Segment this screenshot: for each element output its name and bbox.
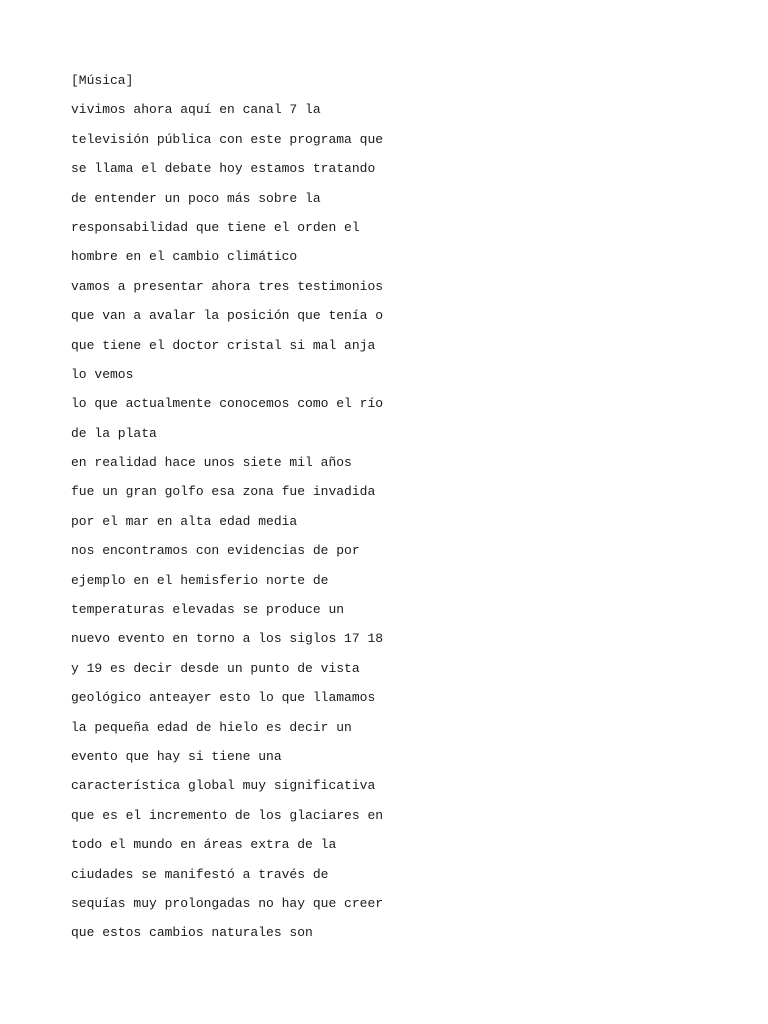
transcript-text [71, 66, 383, 948]
transcript-line: vivimos ahora aquí en canal 7 la [71, 102, 321, 118]
transcript-line: se llama el debate hoy estamos tratando [71, 161, 376, 177]
transcript-line: de entender un poco más sobre la [71, 190, 321, 206]
transcript-line: en realidad hace unos siete mil años [71, 455, 352, 471]
transcript-line: por el mar en alta edad media [71, 513, 298, 529]
transcript-line: todo el mundo en áreas extra de la [71, 837, 337, 853]
transcript-line: lo vemos [71, 366, 134, 382]
transcript-line: nos encontramos con evidencias de por [71, 543, 360, 559]
transcript-line: responsabilidad que tiene el orden el [71, 219, 360, 235]
transcript-line: que es el incremento de los glaciares en [71, 807, 384, 823]
transcript-line: lo que actualmente conocemos como el río [71, 396, 384, 412]
transcript-line: sequías muy prolongadas no hay que creer [71, 895, 384, 911]
transcript-line: que estos cambios naturales son [71, 925, 313, 941]
transcript-line: ejemplo en el hemisferio norte de [71, 572, 329, 588]
transcript-line: evento que hay si tiene una [71, 748, 282, 764]
transcript-line: nuevo evento en torno a los siglos 17 18 [71, 631, 384, 647]
transcript-line: ciudades se manifestó a través de [71, 866, 329, 882]
transcript-line: y 19 es decir desde un punto de vista [71, 660, 360, 676]
transcript-line: que van a avalar la posición que tenía o [71, 308, 384, 324]
transcript-line: que tiene el doctor cristal si mal anja [71, 337, 376, 353]
transcript-line: temperaturas elevadas se produce un [71, 602, 345, 618]
transcript-line: [Música] [71, 73, 134, 88]
transcript-line: televisión pública con este programa que [71, 131, 384, 147]
transcript-line: la pequeña edad de hielo es decir un [71, 719, 352, 735]
transcript-line: vamos a presentar ahora tres testimonios [71, 278, 384, 294]
transcript-line: fue un gran golfo esa zona fue invadida [71, 484, 376, 500]
transcript-line: característica global muy significativa [71, 778, 376, 794]
transcript-line: de la plata [71, 425, 157, 441]
transcript-line: geológico anteayer esto lo que llamamos [71, 690, 376, 706]
transcript-line: hombre en el cambio climático [71, 249, 298, 265]
